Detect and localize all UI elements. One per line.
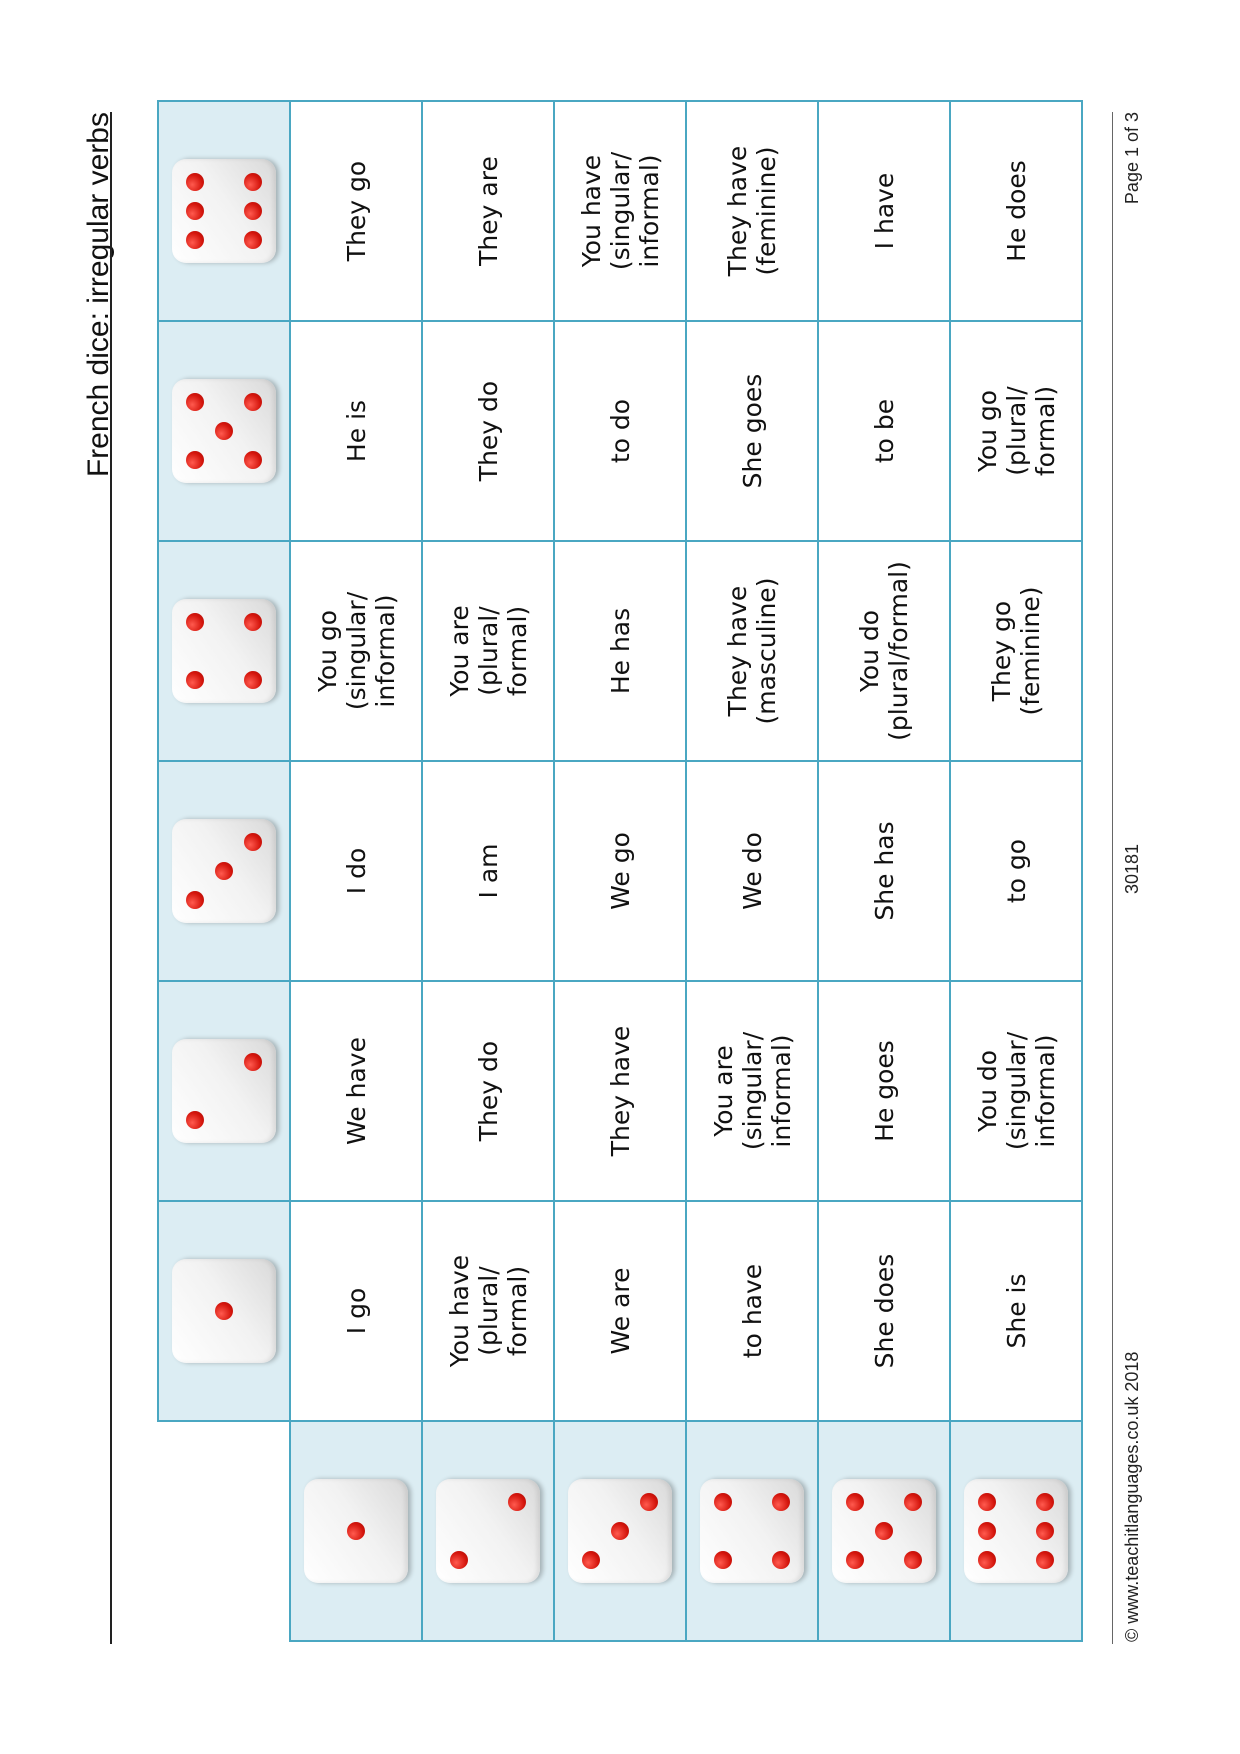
verb-cell — [422, 761, 554, 981]
dice-pip — [450, 1551, 468, 1569]
verb-text: We do — [737, 832, 767, 910]
verb-text: I am — [473, 843, 503, 899]
dice-pip — [582, 1551, 600, 1569]
column-die-cell-5 — [158, 321, 290, 541]
verb-cell — [818, 321, 950, 541]
verb-text: I have — [869, 172, 899, 250]
page-number: Page 1 of 3 — [1122, 112, 1142, 205]
dice-pip — [714, 1551, 732, 1569]
verb-cell — [818, 101, 950, 321]
dice-pip — [846, 1551, 864, 1569]
die-4-icon — [172, 599, 276, 703]
dice-pip — [347, 1522, 365, 1540]
verb-cell — [686, 321, 818, 541]
dice-pip — [508, 1493, 526, 1511]
dice-grid — [157, 100, 1083, 1642]
verb-cell — [686, 1201, 818, 1421]
die-1-icon — [304, 1479, 408, 1583]
verb-text: You are (singular/ informal) — [708, 1031, 796, 1151]
dice-pip — [244, 1053, 262, 1071]
die-5-icon — [832, 1479, 936, 1583]
dice-pip — [215, 422, 233, 440]
column-die-cell-2 — [158, 981, 290, 1201]
corner-cell — [158, 1421, 290, 1641]
die-6-icon — [172, 159, 276, 263]
verb-cell — [422, 541, 554, 761]
verb-text: They do — [473, 1040, 503, 1142]
verb-cell — [686, 761, 818, 981]
verb-cell — [950, 101, 1082, 321]
verb-cell — [422, 1201, 554, 1421]
dice-pip — [186, 173, 204, 191]
verb-cell — [818, 981, 950, 1201]
verb-text: You have (plural/ formal) — [444, 1254, 532, 1368]
verb-text: She has — [869, 821, 899, 921]
verb-text: They have (masculine) — [723, 577, 781, 725]
verb-text: We go — [605, 832, 635, 910]
table-row — [554, 101, 686, 1641]
verb-text: They do — [473, 380, 503, 482]
die-3-icon — [568, 1479, 672, 1583]
dice-pip — [186, 202, 204, 220]
dice-pip — [244, 671, 262, 689]
verb-cell — [818, 761, 950, 981]
die-5-icon — [172, 379, 276, 483]
dice-pip — [846, 1493, 864, 1511]
footer-divider — [1112, 112, 1113, 1644]
verb-cell — [950, 981, 1082, 1201]
verb-cell — [686, 981, 818, 1201]
dice-pip — [186, 613, 204, 631]
dice-pip — [1036, 1522, 1054, 1540]
verb-text: He is — [341, 399, 371, 463]
dice-pip — [244, 231, 262, 249]
verb-cell — [290, 101, 422, 321]
row-die-cell-1 — [290, 1421, 422, 1641]
verb-text: He has — [605, 607, 635, 695]
verb-text: I go — [341, 1287, 371, 1335]
verb-cell — [290, 541, 422, 761]
verb-text: She goes — [737, 373, 767, 489]
dice-pip — [978, 1493, 996, 1511]
dice-pip — [186, 1111, 204, 1129]
die-6-icon — [964, 1479, 1068, 1583]
row-die-cell-5 — [818, 1421, 950, 1641]
die-4-icon — [700, 1479, 804, 1583]
row-die-cell-6 — [950, 1421, 1082, 1641]
dice-pip — [186, 393, 204, 411]
dice-pip — [215, 862, 233, 880]
dice-pip — [244, 613, 262, 631]
verb-text: We have — [341, 1037, 371, 1145]
verb-text: He goes — [869, 1040, 899, 1142]
dice-pip — [186, 671, 204, 689]
dice-pip — [978, 1522, 996, 1540]
table-row — [686, 101, 818, 1641]
dice-pip — [772, 1551, 790, 1569]
header-row — [158, 101, 290, 1641]
resource-code: 30181 — [1122, 843, 1142, 894]
dice-pip — [186, 231, 204, 249]
verb-cell — [554, 321, 686, 541]
verb-text: We are — [605, 1267, 635, 1355]
verb-cell — [686, 101, 818, 321]
verb-text: He does — [1001, 160, 1031, 262]
dice-pip — [611, 1522, 629, 1540]
verb-text: to be — [869, 398, 899, 464]
column-die-cell-1 — [158, 1201, 290, 1421]
verb-text: You go (singular/ informal) — [312, 591, 400, 711]
die-2-icon — [172, 1039, 276, 1143]
row-die-cell-2 — [422, 1421, 554, 1641]
dice-pip — [244, 173, 262, 191]
verb-cell — [950, 1201, 1082, 1421]
dice-pip — [640, 1493, 658, 1511]
verb-cell — [554, 981, 686, 1201]
dice-pip — [244, 833, 262, 851]
verb-cell — [422, 321, 554, 541]
verb-text: They go (feminine) — [987, 586, 1045, 716]
verb-text: You do (plural/formal) — [855, 561, 913, 741]
verb-cell — [554, 1201, 686, 1421]
dice-pip — [1036, 1493, 1054, 1511]
verb-cell — [422, 101, 554, 321]
die-1-icon — [172, 1259, 276, 1363]
verb-text: They are — [473, 156, 503, 266]
copyright-text: © www.teachitlanguages.co.uk 2018 — [1122, 1351, 1142, 1642]
verb-cell — [290, 981, 422, 1201]
verb-text: You go (plural/ formal) — [972, 385, 1060, 477]
verb-text: She does — [869, 1253, 899, 1369]
column-die-cell-3 — [158, 761, 290, 981]
verb-cell — [818, 1201, 950, 1421]
dice-pip — [875, 1522, 893, 1540]
verb-cell — [290, 1201, 422, 1421]
column-die-cell-4 — [158, 541, 290, 761]
dice-pip — [186, 891, 204, 909]
verb-text: They go — [341, 160, 371, 262]
verb-cell — [290, 321, 422, 541]
verb-cell — [554, 541, 686, 761]
verb-text: They have (feminine) — [723, 145, 781, 277]
verb-text: I do — [341, 847, 371, 895]
verb-cell — [290, 761, 422, 981]
dice-pip — [186, 451, 204, 469]
table-row — [818, 101, 950, 1641]
row-die-cell-3 — [554, 1421, 686, 1641]
verb-text: You do (singular/ informal) — [972, 1031, 1060, 1151]
verb-cell — [950, 541, 1082, 761]
verb-cell — [950, 321, 1082, 541]
dice-pip — [244, 202, 262, 220]
verb-text: to have — [737, 1263, 767, 1359]
verb-text: She is — [1001, 1273, 1031, 1349]
dice-pip — [215, 1302, 233, 1320]
verb-cell — [422, 981, 554, 1201]
row-die-cell-4 — [686, 1421, 818, 1641]
dice-pip — [244, 451, 262, 469]
column-die-cell-6 — [158, 101, 290, 321]
page-title: French dice: irregular verbs — [82, 112, 115, 478]
verb-text: to go — [1001, 838, 1031, 904]
verb-text: They have — [605, 1025, 635, 1157]
dice-pip — [714, 1493, 732, 1511]
dice-pip — [978, 1551, 996, 1569]
verb-cell — [686, 541, 818, 761]
verb-cell — [554, 761, 686, 981]
dice-pip — [772, 1493, 790, 1511]
title-divider — [110, 112, 112, 1644]
verb-text: to do — [605, 398, 635, 464]
verb-cell — [950, 761, 1082, 981]
dice-pip — [904, 1493, 922, 1511]
dice-pip — [1036, 1551, 1054, 1569]
table-row — [422, 101, 554, 1641]
table-row — [290, 101, 422, 1641]
table-row — [950, 101, 1082, 1641]
verb-text: You have (singular/ informal) — [576, 151, 664, 271]
verb-text: You are (plural/ formal) — [444, 605, 532, 697]
verb-cell — [818, 541, 950, 761]
verb-cell — [554, 101, 686, 321]
dice-pip — [244, 393, 262, 411]
die-3-icon — [172, 819, 276, 923]
die-2-icon — [436, 1479, 540, 1583]
dice-pip — [904, 1551, 922, 1569]
